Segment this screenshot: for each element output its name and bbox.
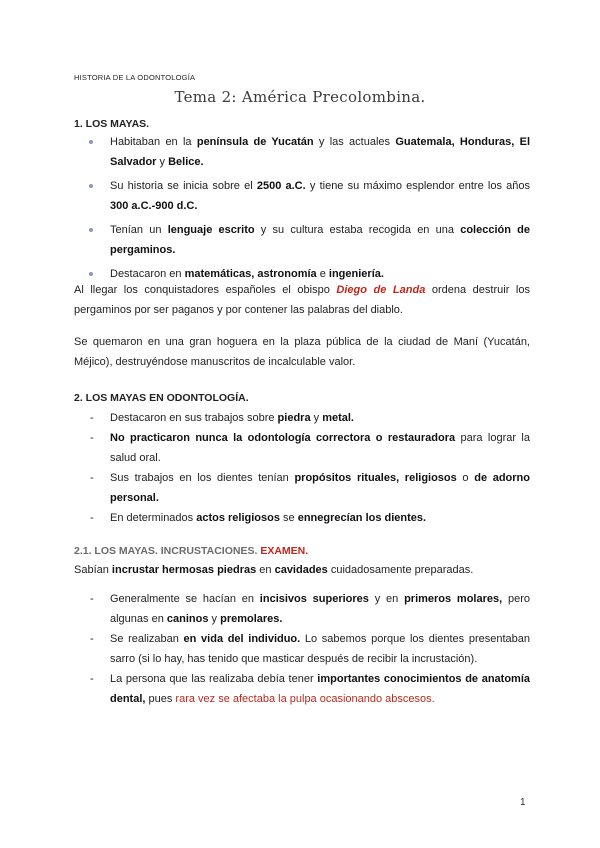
list-item: - Generalmente se hacían en incisivos superiores y en primeros molares, pero algunas en caninos y premolares. xyxy=(74,589,530,629)
page-title: Tema 2: América Precolombina. xyxy=(174,88,426,106)
paragraph-intro: Sabían incrustar hermosas piedras en cavidades cuidadosamente preparadas. xyxy=(74,564,474,576)
mayas-bullet-list xyxy=(74,132,530,288)
list-item: - Se realizaban en vida del individuo. Lo sabemos porque los dientes presentaban sarro (si lo hay, has tenido que masticar después de recibir la incrustación). xyxy=(74,629,530,669)
section-heading-odontologia: 2. LOS MAYAS EN ODONTOLOGÍA. xyxy=(74,392,249,404)
section-heading-mayas: 1. LOS MAYAS. xyxy=(74,118,150,130)
running-header: HISTORIA DE LA ODONTOLOGÍA xyxy=(74,73,196,82)
list-item: - Destacaron en sus trabajos sobre piedra y metal. xyxy=(74,408,530,428)
highlight-name: Diego de Landa xyxy=(336,284,426,296)
list-item: - En determinados actos religiosos se ennegrecían los dientes. xyxy=(74,508,530,528)
list-item: Destacaron en matemáticas, astronomía e ingeniería. xyxy=(74,264,530,284)
list-item: Habitaban en la península de Yucatán y las actuales Guatemala, Honduras, El Salvador y Belice. xyxy=(74,132,530,172)
page-number: 1 xyxy=(520,797,526,808)
paragraph-landa: Al llegar los conquistadores españoles el obispo Diego de Landa ordena destruir los pergaminos por ser paganos y por contener las palabras del diablo. xyxy=(74,284,530,316)
paragraph-mani: Se quemaron en una gran hoguera en la plaza pública de la ciudad de Maní (Yucatán, Méjico), destruyéndose manuscritos de incalculable valor. xyxy=(74,336,530,368)
list-item: Tenían un lenguaje escrito y su cultura estaba recogida en una colección de pergaminos. xyxy=(74,220,530,260)
list-item: - No practicaron nunca la odontología correctora o restauradora para lograr la salud oral. xyxy=(74,428,530,468)
section-heading-incrustaciones: 2.1. LOS MAYAS. INCRUSTACIONES. EXAMEN. xyxy=(74,545,309,557)
incrustaciones-dash-list xyxy=(74,589,530,709)
exam-tag: EXAMEN. xyxy=(260,545,309,557)
list-item: - Sus trabajos en los dientes tenían propósitos rituales, religiosos o de adorno personal. xyxy=(74,468,530,508)
odontologia-dash-list xyxy=(74,408,530,528)
list-item: Su historia se inicia sobre el 2500 a.C. y tiene su máximo esplendor entre los años 300 a.C.-900 d.C. xyxy=(74,176,530,216)
list-item: - La persona que las realizaba debía tener importantes conocimientos de anatomía dental, pues rara vez se afectaba la pulpa ocasionando abscesos. xyxy=(74,669,530,709)
